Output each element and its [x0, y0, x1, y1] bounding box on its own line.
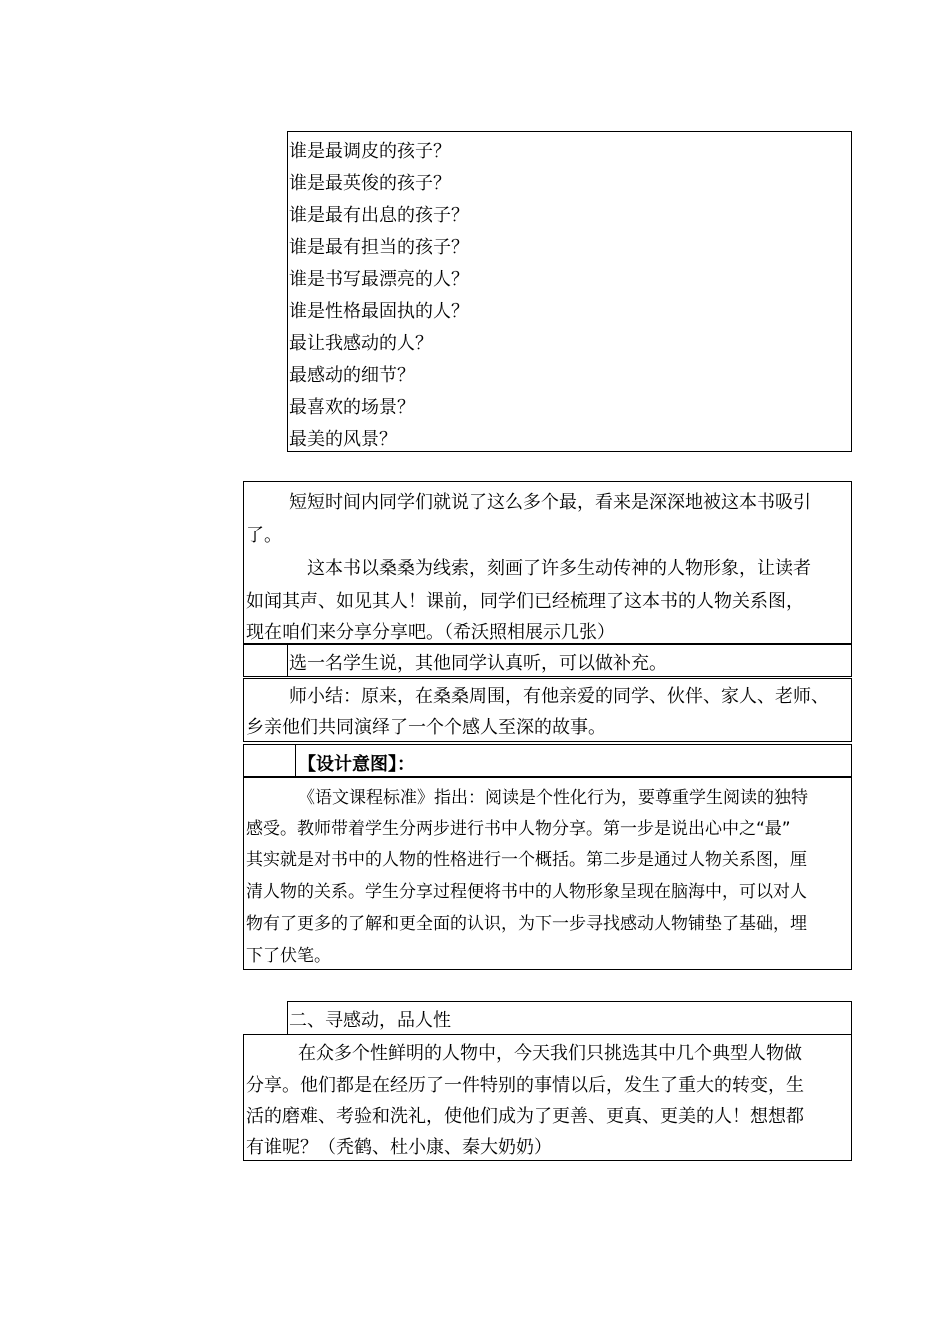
question-line: 谁是性格最固执的人？ — [289, 301, 469, 322]
cell-divider — [287, 644, 288, 677]
question-line: 谁是最有担当的孩子？ — [289, 237, 469, 258]
summary-line: 乡亲他们共同演绎了一个个感人至深的故事。 — [246, 717, 606, 738]
design-intent-line: 感受。教师带着学生分两步进行书中人物分享。第一步是说出心中之“最” — [246, 819, 791, 839]
intro-line: 现在咱们来分享分享吧。（希沃照相展示几张） — [246, 622, 615, 643]
section2-line: 分享。他们都是在经历了一件特别的事情以后，发生了重大的转变，生 — [246, 1075, 804, 1096]
design-intent-heading: 【设计意图】： — [298, 754, 415, 775]
design-intent-line: 下了伏笔。 — [246, 946, 331, 966]
question-line: 最让我感动的人？ — [289, 333, 433, 354]
section2-line: 有谁呢？（秃鹤、杜小康、秦大奶奶） — [246, 1137, 552, 1158]
question-line: 谁是最英俊的孩子？ — [289, 173, 451, 194]
intro-line: 这本书以桑桑为线索，刻画了许多生动传神的人物形象，让读者 — [307, 558, 811, 579]
question-line: 最喜欢的场景？ — [289, 397, 415, 418]
question-line: 最美的风景？ — [289, 429, 397, 450]
design-intent-line: 清人物的关系。学生分享过程便将书中的人物形象呈现在脑海中，可以对人 — [246, 882, 807, 902]
intro-line: 如闻其声、如见其人！课前，同学们已经梳理了这本书的人物关系图， — [246, 591, 804, 612]
design-intent-line: 其实就是对书中的人物的性格进行一个概括。第二步是通过人物关系图，厘 — [246, 850, 807, 870]
question-line: 谁是最调皮的孩子？ — [289, 141, 451, 162]
select-student-text: 选一名学生说，其他同学认真听，可以做补充。 — [289, 653, 667, 674]
question-line: 最感动的细节？ — [289, 365, 415, 386]
section2-line: 活的磨难、考验和洗礼，使他们成为了更善、更真、更美的人！想想都 — [246, 1106, 804, 1127]
intro-line: 短短时间内同学们就说了这么多个最，看来是深深地被这本书吸引 — [289, 492, 811, 513]
question-line: 谁是书写最漂亮的人？ — [289, 269, 469, 290]
section2-title: 二、寻感动，品人性 — [289, 1010, 451, 1031]
summary-line: 师小结：原来，在桑桑周围，有他亲爱的同学、伙伴、家人、老师、 — [289, 686, 829, 707]
design-intent-line: 物有了更多的了解和更全面的认识，为下一步寻找感动人物铺垫了基础，埋 — [246, 914, 807, 934]
cell-divider — [295, 744, 296, 777]
intro-line: 了。 — [246, 525, 282, 546]
design-intent-line: 《语文课程标准》指出：阅读是个性化行为，要尊重学生阅读的独特 — [298, 788, 808, 808]
question-line: 谁是最有出息的孩子？ — [289, 205, 469, 226]
section2-line: 在众多个性鲜明的人物中，今天我们只挑选其中几个典型人物做 — [298, 1043, 802, 1064]
